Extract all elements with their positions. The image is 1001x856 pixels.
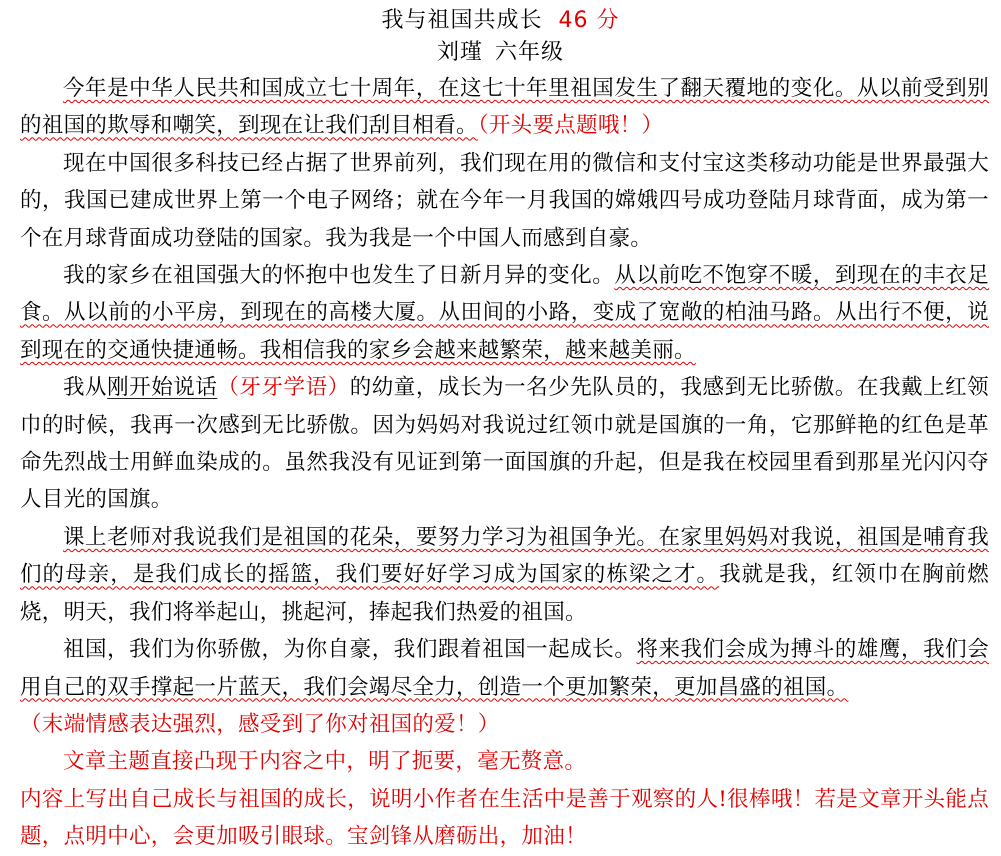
score-badge: 46 分: [558, 8, 620, 33]
essay-title: 我与祖国共成长: [381, 8, 543, 33]
wavy-underlined-text: 课上老师对我说我们是祖国的花朵，要努力学习为祖国争光。在家里妈妈对我说，祖国是哺育我们的母亲，是我们成长的摇篮，我们要好好学习成为国家的栋梁之才。: [20, 524, 989, 588]
paragraph-1: [20, 70, 989, 145]
grade-label: 六年级: [495, 40, 565, 65]
paragraph-2: [20, 145, 989, 257]
paragraph-text: 我从: [63, 375, 108, 401]
underlined-phrase: 刚开始说话: [107, 375, 218, 401]
paragraph-text: 我的家乡在祖国强大的怀抱中也发生了日新月异的变化。: [63, 263, 615, 289]
paragraph-text: 的幼童，成长为一名少先队员的，我感到无比骄傲。在我戴上红领巾的时候，我再一次感到无比骄傲。因为妈妈对我说过红领巾就是国旗的一角，它那鲜艳的红色是革命先烈战士用鲜血染成的。虽然我没有见证到第一面国旗的升起，但是我在校园里看到那星光闪闪夺人目光的国旗。: [20, 375, 989, 513]
teacher-correction-inline: （牙牙学语）: [217, 375, 350, 401]
teacher-comment-inline: （开头要点题哦！）: [477, 113, 664, 139]
paragraph-5: [20, 519, 989, 631]
paragraph-6: [20, 631, 989, 706]
paragraph-text: 我就是我，红领巾在胸前燃烧，明天，我们将举起山，挑起河，捧起我们热爱的祖国。: [20, 562, 989, 625]
paragraph-text: 祖国，我们为你骄傲，为你自豪，我们跟着祖国一起成长。: [63, 637, 637, 663]
summary-comment-2: 内容上写出自己成长与祖国的成长，说明小作者在生活中是善于观察的人!很棒哦！若是文章开头能点题，点明中心，会更加吸引眼球。宝剑锋从磨砺出，加油！: [20, 786, 989, 850]
wavy-underlined-text: 将来我们会成为搏斗的雄鹰，我们会用自己的双手撑起一片蓝天，我们会竭尽全力，创造一个更加繁荣，更加昌盛的祖国。: [20, 637, 989, 700]
paragraph-text: 现在中国很多科技已经占据了世界前列，我们现在用的微信和支付宝这类移动功能是世界最强大的，我国已建成世界上第一个电子网络；就在今年一月我国的嫦娥四号成功登陆月球背面，成为第一个在月球背面成功登陆的国家。我为我是一个中国人而感到自豪。: [20, 150, 989, 251]
wavy-underlined-text: 从以前吃不饱穿不暖，到现在的丰衣足食。从以前的小平房，到现在的高楼大厦。从田间的小路，变成了宽敞的柏油马路。从出行不便，说到现在的交通快捷通畅。我相信我的家乡会越来越繁荣，越来越美丽。: [20, 263, 989, 363]
paragraph-3: [20, 257, 989, 369]
author-name: 刘瑾: [436, 40, 483, 65]
summary-comment-1: 文章主题直接凸现于内容之中，明了扼要，毫无赘意。: [63, 749, 587, 775]
ending-comment: （末端情感表达强烈，感受到了你对祖国的爱！）: [20, 711, 500, 737]
wavy-underlined-text: 今年是中华人民共和国成立七十周年，在这七十年里祖国发生了翻天覆地的变化。从以前受到别的祖国的欺辱和嘲笑，到现在让我们刮目相看。: [20, 76, 989, 139]
author-row: [0, 36, 1001, 70]
title-row: [0, 6, 1001, 36]
paragraph-4: [20, 369, 989, 519]
essay-body: [0, 70, 1001, 856]
